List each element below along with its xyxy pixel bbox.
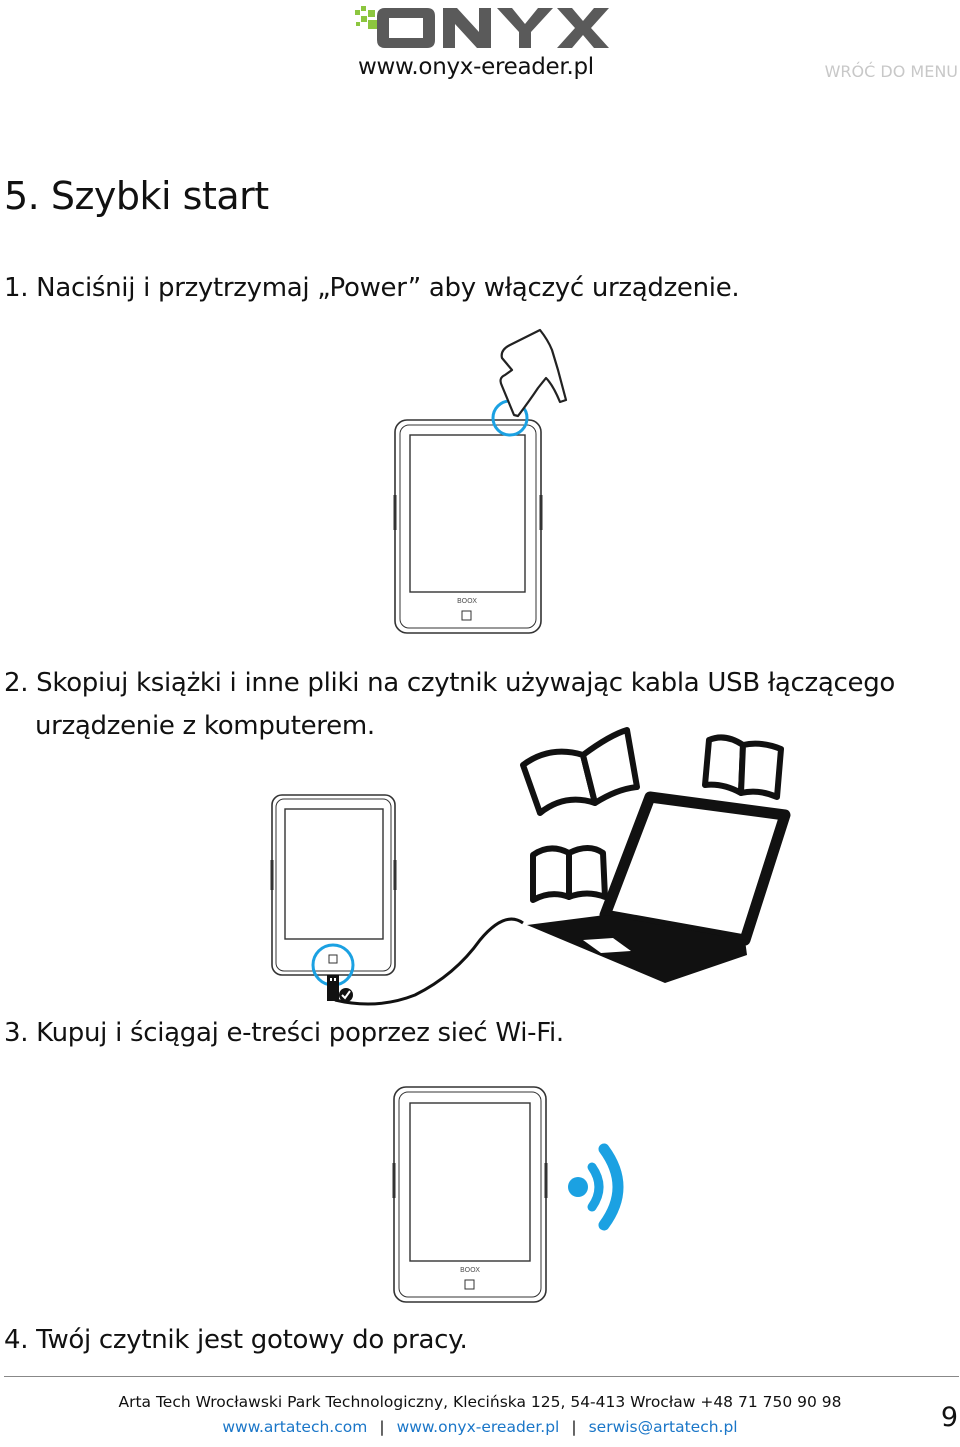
footer-link-onyx[interactable]: www.onyx-ereader.pl: [396, 1418, 560, 1436]
book-icon: [533, 848, 605, 900]
page-number: 9: [940, 1402, 958, 1433]
checkmark-icon: [339, 988, 353, 1002]
book-icon: [705, 737, 781, 797]
step-2-text: 2. Skopiuj książki i inne pliki na czytnik używając kabla USB łączącego: [4, 668, 896, 698]
footer-address: Arta Tech Wrocławski Park Technologiczny, Klecińska 125, 54-413 Wrocław +48 71 750 90 98: [118, 1393, 842, 1411]
footer-separator: |: [571, 1418, 577, 1436]
step-3-text: 3. Kupuj i ściągaj e-treści poprzez sieć Wi-Fi.: [4, 1018, 564, 1048]
usb-plug-icon: [327, 975, 339, 1001]
footer-links: [0, 1418, 960, 1436]
wifi-illustration: [392, 1085, 642, 1307]
site-url[interactable]: www.onyx-ereader.pl: [358, 54, 594, 80]
ereader-power-illustration: [390, 330, 575, 640]
footer-divider: [4, 1376, 959, 1377]
onyx-logo-graphic: [355, 2, 610, 52]
book-icon: [523, 730, 637, 813]
footer-link-artatech[interactable]: www.artatech.com: [222, 1418, 368, 1436]
wifi-signal-icon: [568, 1149, 618, 1225]
step-4-text: 4. Twój czytnik jest gotowy do pracy.: [4, 1325, 468, 1355]
device-brand-label: BOOX: [456, 597, 478, 605]
hand-pointer-icon: [501, 330, 566, 416]
ereader-device: [272, 795, 395, 975]
usb-cable: [335, 919, 523, 1004]
step-1-text: 1. Naciśnij i przytrzymaj „Power” aby włączyć urządzenie.: [4, 273, 740, 303]
back-to-menu-link[interactable]: WRÓĆ DO MENU: [824, 62, 958, 81]
footer-link-email[interactable]: serwis@artatech.pl: [588, 1418, 738, 1436]
page-title: 5. Szybki start: [4, 174, 269, 218]
footer-separator: |: [379, 1418, 385, 1436]
device-brand-label: BOOX: [459, 1266, 481, 1274]
step-2-text-continued: urządzenie z komputerem.: [35, 711, 375, 741]
usb-transfer-illustration: [265, 725, 795, 1020]
onyx-logo: [355, 2, 610, 52]
